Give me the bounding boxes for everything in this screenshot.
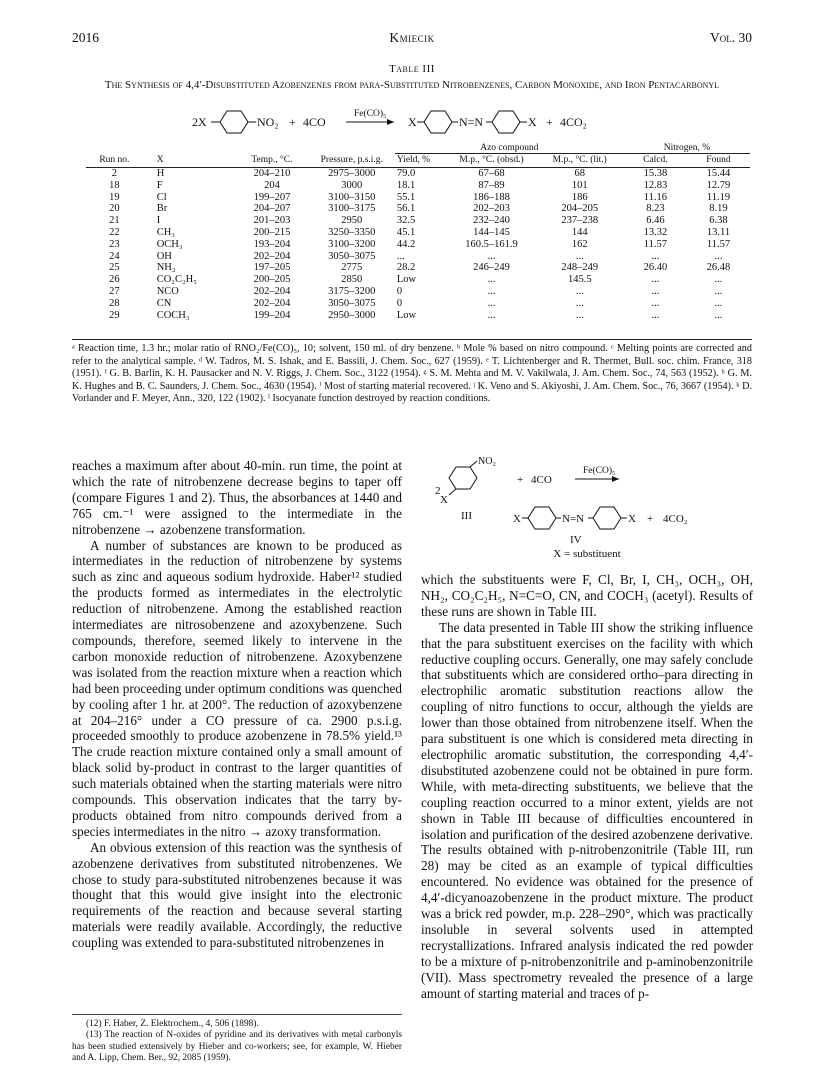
cell-temp: 193–204 (253, 238, 291, 250)
rxn2-co2: 4CO₂ (663, 513, 688, 525)
cell-mp-lit: 237–238 (561, 215, 599, 227)
col-x: X (143, 154, 235, 168)
rxn1-co: 4CO (303, 115, 326, 129)
cell-mp-obsd: ... (487, 274, 496, 286)
cell-temp: 204–210 (253, 168, 291, 179)
table-caption (72, 62, 752, 92)
cell-temp: 204–207 (253, 203, 291, 215)
cell-x: Br (156, 203, 168, 215)
rxn2-plus: + (517, 474, 524, 486)
cell-yield: 79.0 (396, 168, 416, 179)
running-author: Kmiecik (389, 30, 435, 45)
table-row (86, 262, 750, 274)
cell-found: 26.48 (706, 262, 731, 274)
cell-temp: 202–204 (253, 250, 291, 262)
cell-temp: 200–205 (253, 274, 291, 286)
rxn2-prod-x-right: X (628, 513, 636, 525)
cell-yield: Low (396, 274, 417, 286)
cell-temp: 202–204 (253, 285, 291, 297)
table-row (86, 192, 750, 204)
cell-found: 11.19 (706, 191, 731, 203)
cell-x: OH (156, 250, 172, 262)
column-header-row (86, 154, 750, 168)
cell-yield: 0 (396, 285, 403, 297)
volume-label: Vol. 30 (710, 30, 752, 45)
table-row (86, 274, 750, 286)
rxn1-product-x-right: X (528, 115, 537, 129)
table-row (86, 215, 750, 227)
cell-mp-lit: 186 (571, 191, 588, 203)
col-mp-obsd: M.p., °C. (obsd.) (447, 154, 535, 168)
cell-mp-obsd: 232–240 (473, 215, 510, 227)
table-number: Table III (389, 63, 435, 75)
table-row (86, 168, 750, 180)
cell-found: 6.38 (709, 215, 728, 227)
cell-pressure: 3100–3200 (328, 238, 376, 250)
cell-run: 28 (109, 297, 120, 309)
cell-found: ... (714, 309, 723, 321)
rxn2-nitro: NO₂ (478, 456, 496, 467)
cell-run: 2 (111, 168, 117, 179)
rxn2-azo: N=N (562, 513, 585, 525)
cell-yield: ... (396, 250, 405, 262)
cell-found: 15.44 (706, 168, 731, 179)
table-row (86, 180, 750, 192)
cell-found: ... (714, 274, 723, 286)
rxn2-prod-x-left: X (513, 513, 521, 525)
cell-calcd: 6.46 (646, 215, 665, 227)
cell-mp-obsd: 160.5–161.9 (465, 238, 518, 250)
cell-mp-lit: 145.5 (567, 274, 592, 286)
cell-pressure: 2975–3000 (328, 168, 376, 179)
reaction-scheme-svg (72, 104, 752, 140)
footnote-12: (12) F. Haber, Z. Elektrochem., 4, 506 (1898). (86, 1019, 259, 1029)
cell-mp-obsd: 246–249 (473, 262, 510, 274)
cell-found: 8.19 (709, 203, 728, 215)
cell-mp-obsd: ... (487, 297, 496, 309)
cell-mp-lit: 144 (571, 226, 588, 238)
col-run: Run no. (86, 154, 143, 168)
cell-found: 13.11 (706, 226, 731, 238)
rxn1-plus2: + (546, 115, 553, 129)
cell-temp: 200–215 (253, 226, 291, 238)
rxn2-coef: 2 (435, 485, 441, 497)
reaction-scheme-2-svg (421, 456, 753, 556)
cell-yield: 55.1 (396, 191, 416, 203)
col-mp-lit: M.p., °C. (lit.) (536, 154, 624, 168)
cell-yield: Low (396, 309, 417, 321)
cell-mp-obsd: ... (487, 285, 496, 297)
substituent-legend: X = substituent (553, 548, 621, 560)
cell-found: 11.57 (706, 238, 731, 250)
cell-calcd: ... (651, 285, 660, 297)
cell-temp: 204 (264, 179, 280, 191)
rxn1-left-coef: 2X (192, 115, 207, 129)
running-header (72, 30, 752, 50)
cell-run: 20 (109, 203, 120, 215)
left-column (72, 458, 402, 951)
cell-x: CO₂C₂H₅ (156, 274, 197, 286)
cell-yield: 0 (396, 297, 403, 309)
cell-temp: 199–207 (253, 191, 291, 203)
cell-mp-lit: 162 (571, 238, 588, 250)
col-temp: Temp., °C. (235, 154, 309, 168)
cell-run: 25 (109, 262, 120, 274)
cell-mp-obsd: 67–68 (478, 168, 505, 179)
cell-found: 12.79 (706, 179, 731, 191)
cell-calcd: ... (651, 274, 660, 286)
cell-calcd: ... (651, 309, 660, 321)
cell-yield: 32.5 (396, 215, 416, 227)
reaction-scheme-text (421, 456, 753, 560)
cell-temp: 202–204 (253, 297, 291, 309)
table-row (86, 227, 750, 239)
cell-mp-lit: 248–249 (561, 262, 599, 274)
cell-x: CN (156, 297, 172, 309)
cell-pressure: 3175–3200 (328, 285, 376, 297)
cell-run: 24 (109, 250, 120, 262)
cell-found: ... (714, 250, 723, 262)
paragraph: reaches a maximum after about 40-min. run time, the point at which the rate of nitrobenzene decrease begins to taper off (compare Figures 1 and 2). Thus, the absorbances at 1440 and 765 cm.⁻¹ were assigned to the intermediate in the nitrobenzene → azobenzene transformation. (72, 458, 402, 537)
cell-yield: 44.2 (396, 238, 416, 250)
cell-temp: 199–204 (253, 309, 291, 321)
cell-mp-lit: ... (575, 250, 584, 262)
cell-pressure: 3050–3075 (328, 250, 376, 262)
data-table (86, 142, 750, 321)
rxn1-azo: N=N (459, 115, 484, 129)
cell-x: Cl (156, 191, 167, 203)
page-footnotes (72, 1014, 402, 1064)
cell-x: CH₃ (156, 226, 175, 238)
cell-pressure: 3050–3075 (328, 297, 376, 309)
table-title: The Synthesis of 4,4′-Disubstituted Azobenzenes from para-Substituted Nitrobenzenes, Carbon Monoxide, and Iron Pentacarbonyl (104, 79, 720, 91)
cell-mp-obsd: ... (487, 250, 496, 262)
paragraph: An obvious extension of this reaction was the synthesis of azobenzene derivatives from substituted nitrobenzenes. We chose to study para-substituted nitrobenzenes because it was thought that this would give insight into the electronic requirements of the reaction and because several starting materials were readily available. Accordingly, the reductive coupling was extended to para-substituted nitrobenzenes in (72, 839, 402, 951)
right-column (421, 572, 753, 1001)
cell-pressure: 3000 (341, 179, 363, 191)
cell-mp-obsd: ... (487, 309, 496, 321)
cell-temp: 197–205 (253, 262, 291, 274)
cell-run: 29 (109, 309, 120, 321)
page-number: 2016 (72, 30, 99, 45)
cell-pressure: 2775 (341, 262, 363, 274)
cell-x: OCH₃ (156, 238, 183, 250)
table-row (86, 286, 750, 298)
cell-found: ... (714, 297, 723, 309)
paragraph: A number of substances are known to be produced as intermediates in the reduction of nitrobenzene by systems such as zinc and aqueous sodium hydroxide. Haber¹² studied the products formed as intermediates in the electrolytic reduction of nitrobenzene. Among the established reaction intermediates are nitrosobenzene and azoxybenzene. Such compounds, therefore, seemed likely to intervene in the carbon monoxide reduction of nitrobenzene. Azoxybenzene was isolated from the reaction mixture when a reaction which had been proceeding under optimum conditions was quenched by cooling after 1 hr. at 200°. The reduction of azoxybenzene at 204–216° under a CO pressure of ca. 2900 p.s.i.g. proceeded smoothly to produce azobenzene in 78.5% yield.¹³ The crude reaction mixture contained only a small amount of black solid by-product in contrast to the larger quantities of such materials obtained when the starting materials were nitro compounds. This observation indicates that the tarry by-products obtained from nitro compounds derived from a species intermediates in the nitro → azoxy transformation. (72, 537, 402, 839)
cell-mp-lit: 101 (571, 179, 588, 191)
cell-pressure: 2850 (341, 274, 363, 286)
rxn1-catalyst: Fe(CO)₅ (354, 109, 387, 119)
col-found: Found (687, 154, 750, 168)
cell-yield: 28.2 (396, 262, 416, 274)
cell-pressure: 3250–3350 (328, 226, 376, 238)
table-row (86, 310, 750, 322)
cell-calcd: 11.16 (643, 191, 668, 203)
cell-mp-obsd: 87–89 (478, 179, 505, 191)
cell-calcd: 8.23 (646, 203, 665, 215)
rxn2-x: X (440, 494, 448, 506)
table-footnotes: ᵃ Reaction time, 1.3 hr.; molar ratio of RNO₂/Fe(CO)₅, 10; solvent, 150 ml. of dry benzene. ᵇ Mole % based on nitro compound. ᶜ Melting points are corrected and refer to the analytical sample. ᵈ W. Tadros, M. S. Ishak, and E. Bassili, J. Chem. Soc., 627 (1959). ᵉ T. Lichtenberger and R. Thermet, Bull. soc. chim. France, 318 (1951). ᶠ G. B. Barlin, K. H. Pausacker and N. V. Riggs, J. Chem. Soc., 3122 (1954). ᵍ S. M. Mehta and M. V. Vakilwala, J. Am. Chem. Soc., 74, 563 (1952). ʰ G. M. K. Hughes and B. C. Saunders, J. Chem. Soc., 4630 (1954). ⁱ Most of starting material recovered. ʲ K. Veno and S. Akiyoshi, J. Am. Chem. Soc., 76, 3667 (1954). ᵏ D. Vorlander and F. Meyer, Ann., 320, 122 (1902). ˡ Isocyanate function destroyed by reaction conditions. (72, 339, 752, 406)
rxn2-label-iv: IV (570, 534, 582, 546)
rxn2-co: 4CO (531, 474, 552, 486)
col-pressure: Pressure, p.s.i.g. (309, 154, 395, 168)
cell-run: 27 (109, 285, 120, 297)
cell-mp-obsd: 144–145 (473, 226, 510, 238)
cell-calcd: ... (651, 250, 660, 262)
cell-pressure: 2950–3000 (328, 309, 376, 321)
cell-calcd: 26.40 (643, 262, 668, 274)
table-row (86, 251, 750, 263)
cell-mp-obsd: 186–188 (473, 191, 510, 203)
cell-calcd: ... (651, 297, 660, 309)
cell-x: F (156, 179, 163, 191)
group-header-nitrogen: Nitrogen, % (624, 142, 750, 154)
cell-yield: 18.1 (396, 179, 416, 191)
cell-yield: 56.1 (396, 203, 416, 215)
cell-temp: 201–203 (253, 215, 291, 227)
cell-mp-lit: ... (575, 309, 584, 321)
footnote-13: (13) The reaction of N-oxides of pyridine and its derivatives with metal carbonyls has been studied extensively by Hieber and co-workers; see, for example, W. Hieber and A. Lipp, Chem. Ber., 92, 2085 (1959). (72, 1030, 402, 1063)
cell-pressure: 3100–3150 (328, 191, 376, 203)
cell-pressure: 2950 (341, 215, 363, 227)
col-yield: Yield, % (395, 154, 448, 168)
cell-mp-lit: 68 (574, 168, 585, 179)
cell-calcd: 12.83 (643, 179, 668, 191)
cell-calcd: 15.38 (643, 168, 668, 179)
group-header-azo: Azo compound (395, 142, 624, 154)
cell-run: 26 (109, 274, 120, 286)
cell-mp-lit: ... (575, 285, 584, 297)
rxn2-plus2: + (647, 513, 654, 525)
cell-found: ... (714, 285, 723, 297)
cell-run: 21 (109, 215, 120, 227)
table-row (86, 203, 750, 215)
cell-x: NCO (156, 285, 179, 297)
cell-x: H (156, 168, 165, 179)
cell-x: I (156, 215, 161, 227)
cell-yield: 45.1 (396, 226, 416, 238)
cell-run: 22 (109, 226, 120, 238)
cell-mp-lit: 204–205 (561, 203, 599, 215)
cell-x: NH₂ (156, 262, 176, 274)
cell-x: COCH₃ (156, 309, 190, 321)
paragraph: The data presented in Table III show the striking influence that the para substituent exercises on the facility with which reductive coupling occurs. Generally, one may safely conclude that substituents which are considered ortho–para directing in electrophilic aromatic substitution reactions allow the coupling of nitro functions to occur, although the yields are lower than those obtained from nitrobenzene itself. When the para substituent is one which is considered meta directing in electrophilic aromatic substitution, the corresponding 4,4′-disubstituted azobenzene could not be obtained in pure form. While, with meta-directing substituents, we believe that the coupling reaction occurred to a minor extent, yields are not shown in Table III because of difficulties encountered in isolation and purification of the desired azobenzene derivative. The results obtained with p-nitrobenzonitrile (Table III, run 28) may be cited as an example of typical difficulties encountered. No evidence was obtained for the presence of 4,4′-dicyanoazobenzene in the product mixture. The product was a brick red powder, m.p. 228–290°, which was practically insoluble in several solvents used in attempted recrystallizations. Infrared analysis indicated the red powder to be a mixture of p-nitrobenzonitrile and p-aminobenzonitrile (VII). Mass spectrometry revealed the presence of a large amount of starting material and traces of p- (421, 619, 753, 1001)
table-row (86, 239, 750, 251)
paragraph: which the substituents were F, Cl, Br, I, CH₃, OCH₃, OH, NH₂, CO₂C₂H₅, N=C=O, CN, and COCH₃ (acetyl). Results of these runs are shown in Table III. (421, 572, 753, 619)
table-body (86, 168, 750, 322)
cell-run: 23 (109, 238, 120, 250)
rxn2-catalyst: Fe(CO)₅ (583, 466, 616, 476)
cell-calcd: 11.57 (643, 238, 668, 250)
col-calcd: Calcd. (624, 154, 687, 168)
cell-mp-obsd: 202–203 (473, 203, 510, 215)
rxn1-product-x-left: X (408, 115, 417, 129)
rxn2-label-iii: III (461, 510, 472, 522)
rxn1-plus: + (289, 115, 296, 129)
rxn1-nitro: NO₂ (257, 115, 279, 129)
table-row (86, 298, 750, 310)
rxn1-co2: 4CO₂ (560, 115, 587, 129)
cell-run: 18 (109, 179, 120, 191)
cell-run: 19 (109, 191, 120, 203)
reaction-scheme-table (72, 104, 752, 140)
cell-mp-lit: ... (575, 297, 584, 309)
cell-pressure: 3100–3175 (328, 203, 376, 215)
cell-calcd: 13.32 (643, 226, 668, 238)
